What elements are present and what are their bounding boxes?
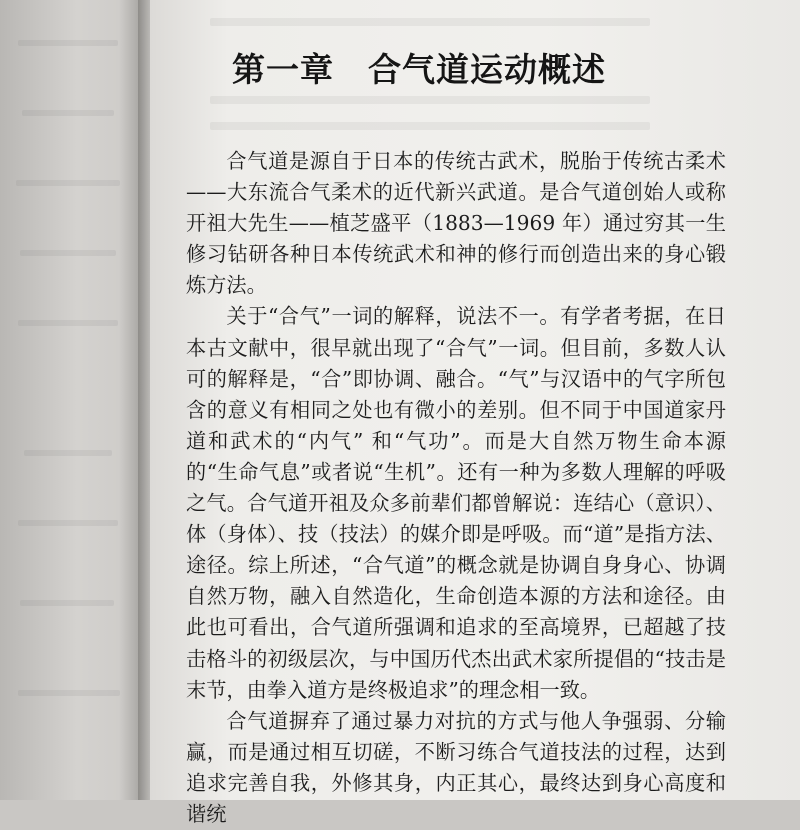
faint-text-line xyxy=(20,250,116,256)
bleed-through-line xyxy=(210,18,650,26)
faint-text-line xyxy=(22,110,114,116)
chapter-title: 合气道运动概述 xyxy=(368,50,606,89)
left-page xyxy=(0,0,140,800)
faint-text-line xyxy=(18,40,118,46)
chapter-heading xyxy=(232,44,652,91)
paragraph-3: 合气道摒弃了通过暴力对抗的方式与他人争强弱、分输赢，而是通过相互切磋，不断习练合气道技法的过程，达到追求完善自我，外修其身，内正其心，最终达到身心高度和谐统 xyxy=(186,708,726,826)
chapter-number: 第一章 xyxy=(232,50,334,89)
faint-text-line xyxy=(18,320,118,326)
faint-text-line xyxy=(18,520,118,526)
faint-text-line xyxy=(20,600,114,606)
bleed-through-line xyxy=(210,96,650,104)
faint-text-line xyxy=(18,690,120,696)
paragraph-1: 合气道是源自于日本的传统古武术，脱胎于传统古柔术——大东流合气柔术的近代新兴武道。是合气道创始人或称开祖大先生——植芝盛平（1883—1969 年）通过穷其一生修习钻研各种日本传统武术和神的修行而创造出来的身心锻炼方法。 xyxy=(186,149,726,298)
chapter-body xyxy=(186,146,726,830)
faint-text-line xyxy=(24,450,112,456)
paragraph-2: 关于“合气”一词的解释，说法不一。有学者考据，在日本古文献中，很早就出现了“合气”一词。但目前，多数人认可的解释是，“合”即协调、融合。“气”与汉语中的气字所包含的意义有相同之处也有微小的差别。但不同于中国道家丹道和武术的“内气” 和“气功”。而是大自然万物生命本源的“生命气息”或者说“生机”。还有一种为多数人理解的呼吸之气。合气道开祖及众多前辈们都曾解说：连结心（意识）、体（身体）、技（技法）的媒介即是呼吸。而“道”是指方法、途径。综上所述，“合气道”的概念就是协调自身身心、协调自然万物，融入自然造化，生命创造本源的方法和途径。由此也可看出，合气道所强调和追求的至高境界，已超越了技击格斗的初级层次，与中国历代杰出武术家所提倡的“技击是末节，由拳入道方是终极追求”的理念相一致。 xyxy=(186,304,726,702)
faint-text-line xyxy=(16,180,120,186)
bleed-through-line xyxy=(210,122,650,130)
